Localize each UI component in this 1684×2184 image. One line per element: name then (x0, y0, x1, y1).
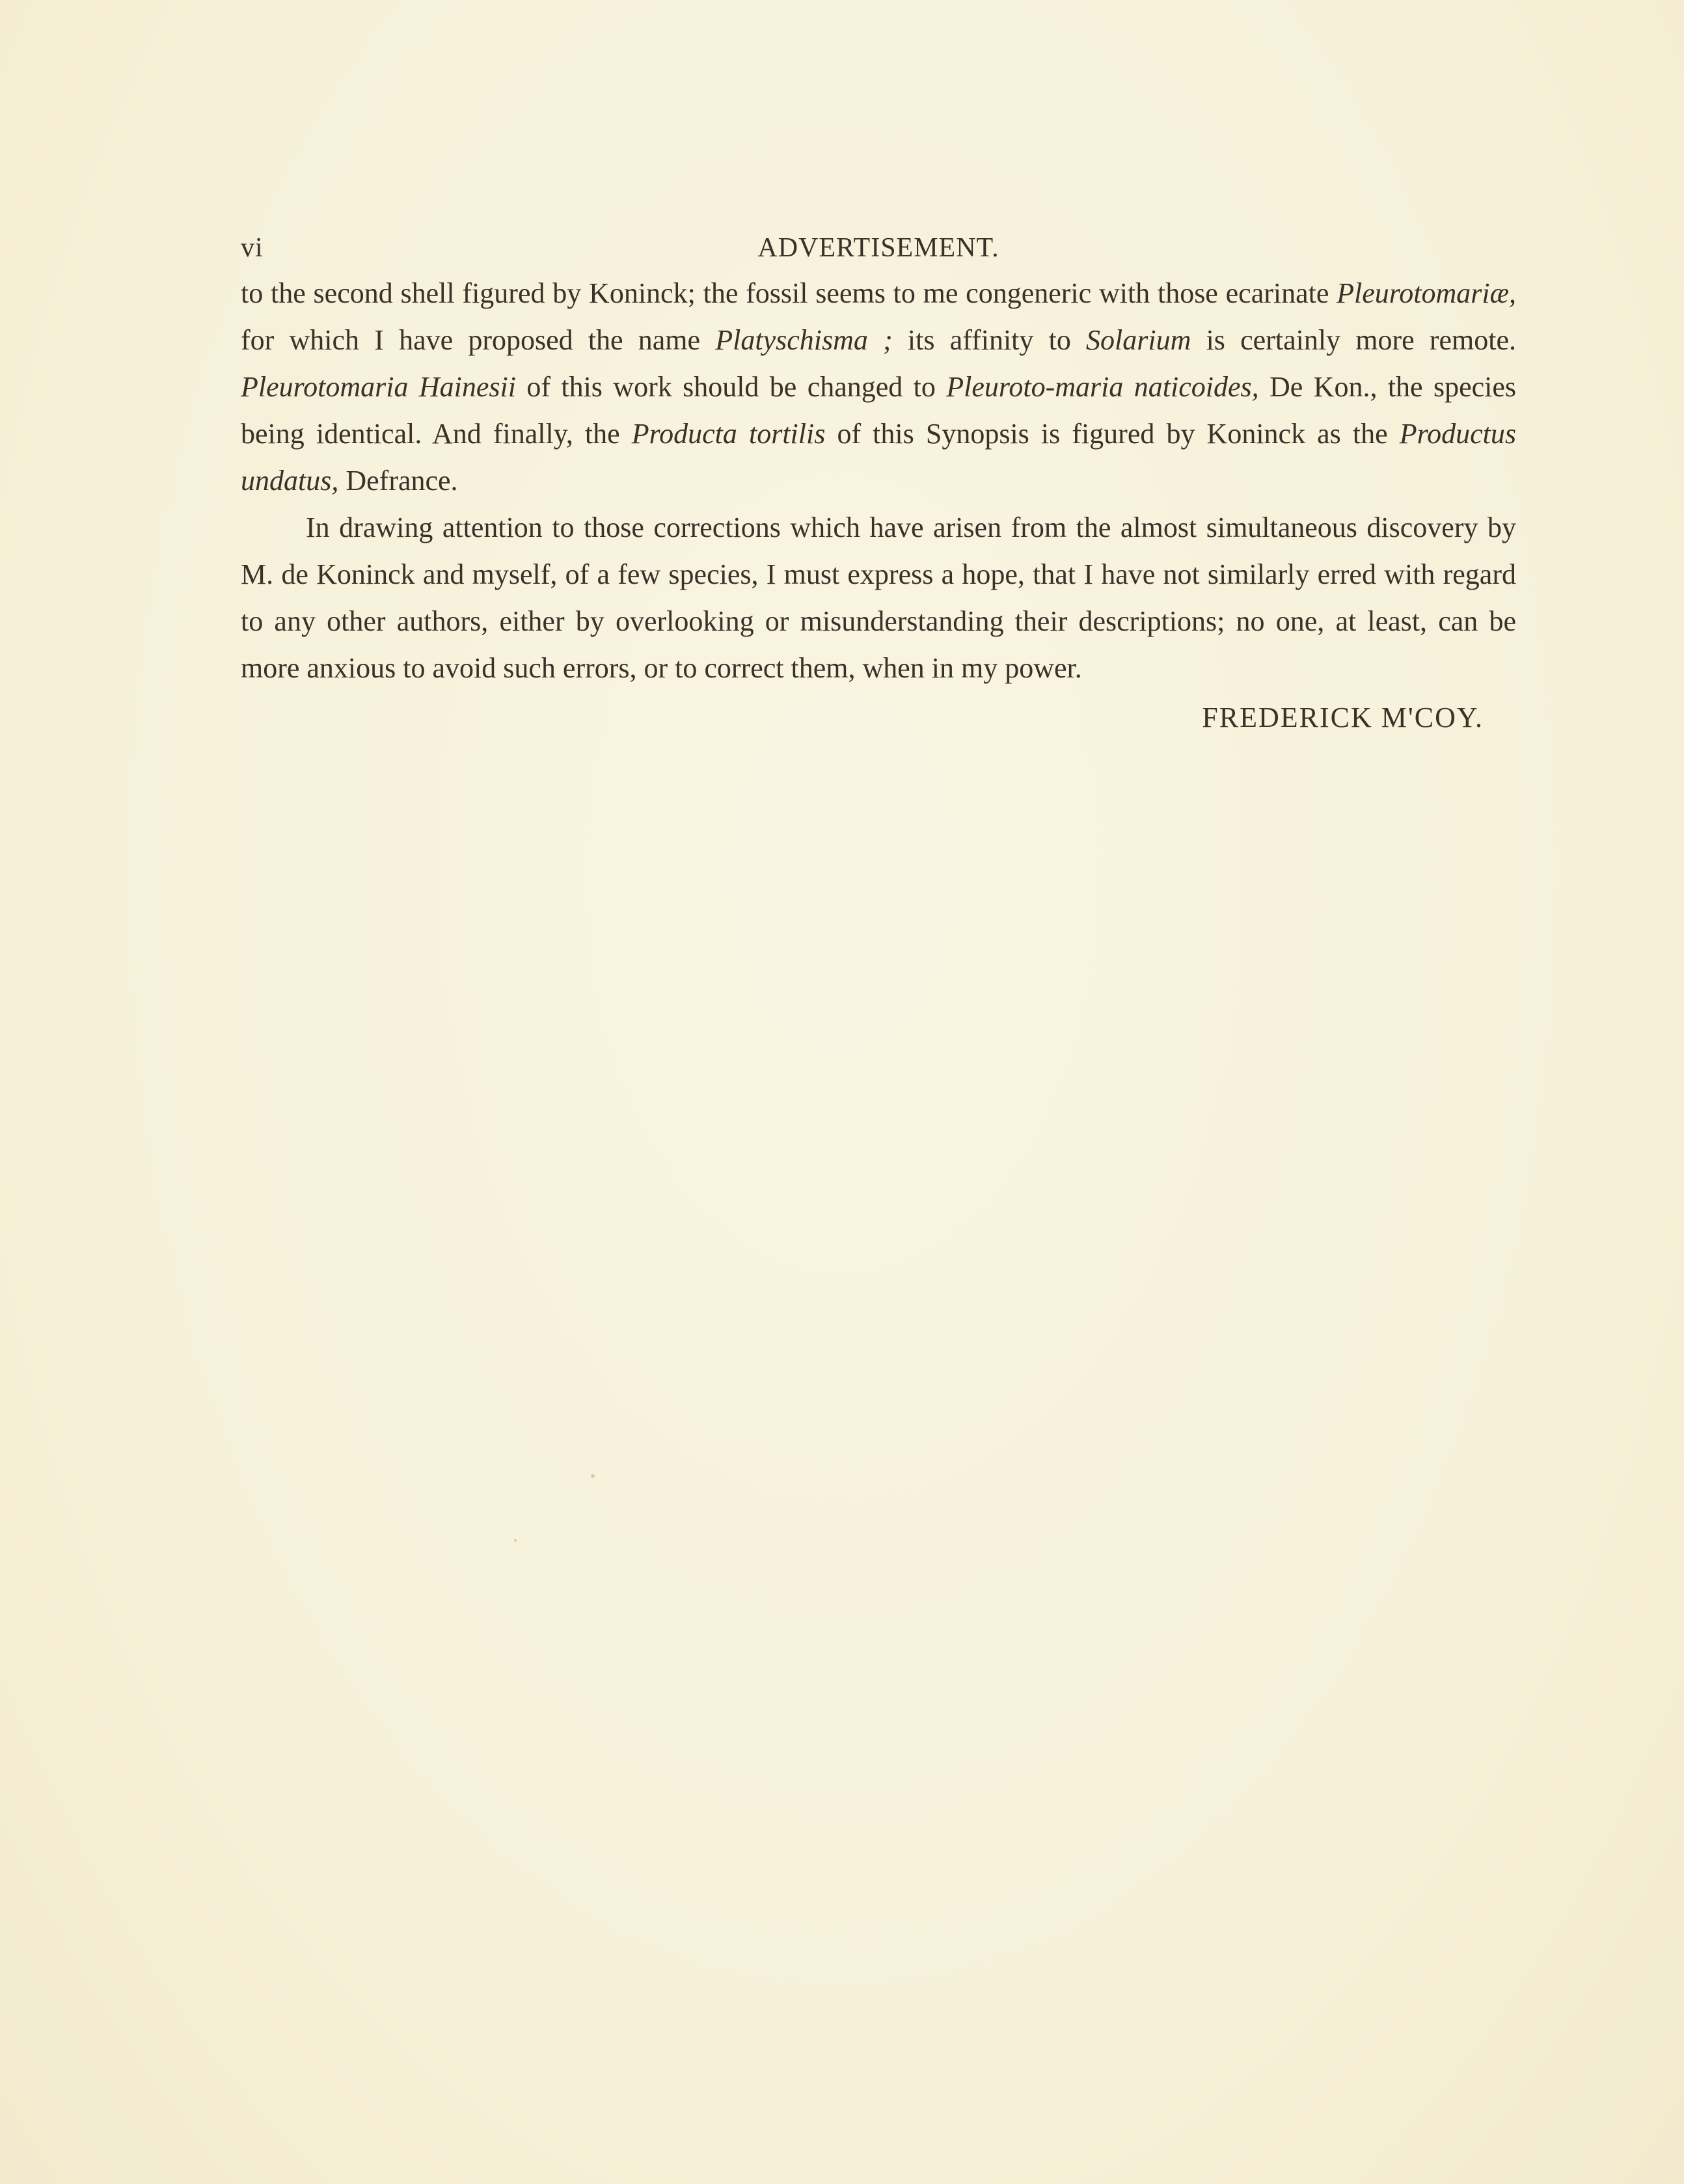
signature: FREDERICK M'COY. (1202, 702, 1484, 733)
italic-text-run: Platyschisma ; (715, 324, 893, 356)
paragraph-1 (241, 270, 1516, 504)
text-run: of this work should be changed to (515, 371, 947, 403)
text-run: for which I have proposed the name (241, 324, 716, 356)
italic-text-run: Pleurotomaria Hainesii (241, 371, 516, 403)
paper-spot (591, 1474, 595, 1478)
text-run: to the second shell figured by Koninck; the fossil seems to me congeneric with those ecarinate (241, 277, 1337, 309)
italic-text-run: Solarium (1086, 324, 1191, 356)
paper-spot (514, 1539, 517, 1542)
italic-text-run: Producta tortilis (631, 418, 826, 450)
text-run: is certainly more remote. (1191, 324, 1516, 356)
text-run: of this Synopsis is figured by Koninck as the (825, 418, 1400, 450)
paragraph-2 (241, 504, 1516, 692)
italic-text-run: Pleurotomariæ, (1337, 277, 1516, 309)
italic-text-run: Productus undatus, (241, 418, 1516, 497)
page-number: vi (241, 233, 264, 263)
running-title: ADVERTISEMENT. (757, 233, 999, 263)
text-run: In drawing attention to those corrections which have arisen from the almost simultaneous discovery by M. de Koninck and myself, of a few species, I must express a hope, that I have not similarly erred with regard to any other authors, either by overlooking or misunderstanding their descriptions; no one, at least, can be more anxious to avoid such errors, or to correct them, when in my power. (241, 512, 1516, 684)
text-block (241, 225, 1516, 741)
text-run: Defrance. (338, 465, 458, 497)
page-header (241, 225, 1516, 270)
italic-text-run: Pleuroto-maria naticoides, (946, 371, 1259, 403)
body-text (241, 270, 1516, 692)
text-run: its affinity to (892, 324, 1087, 356)
text-run: De Kon., the species being identical. And finally, the (241, 371, 1516, 450)
